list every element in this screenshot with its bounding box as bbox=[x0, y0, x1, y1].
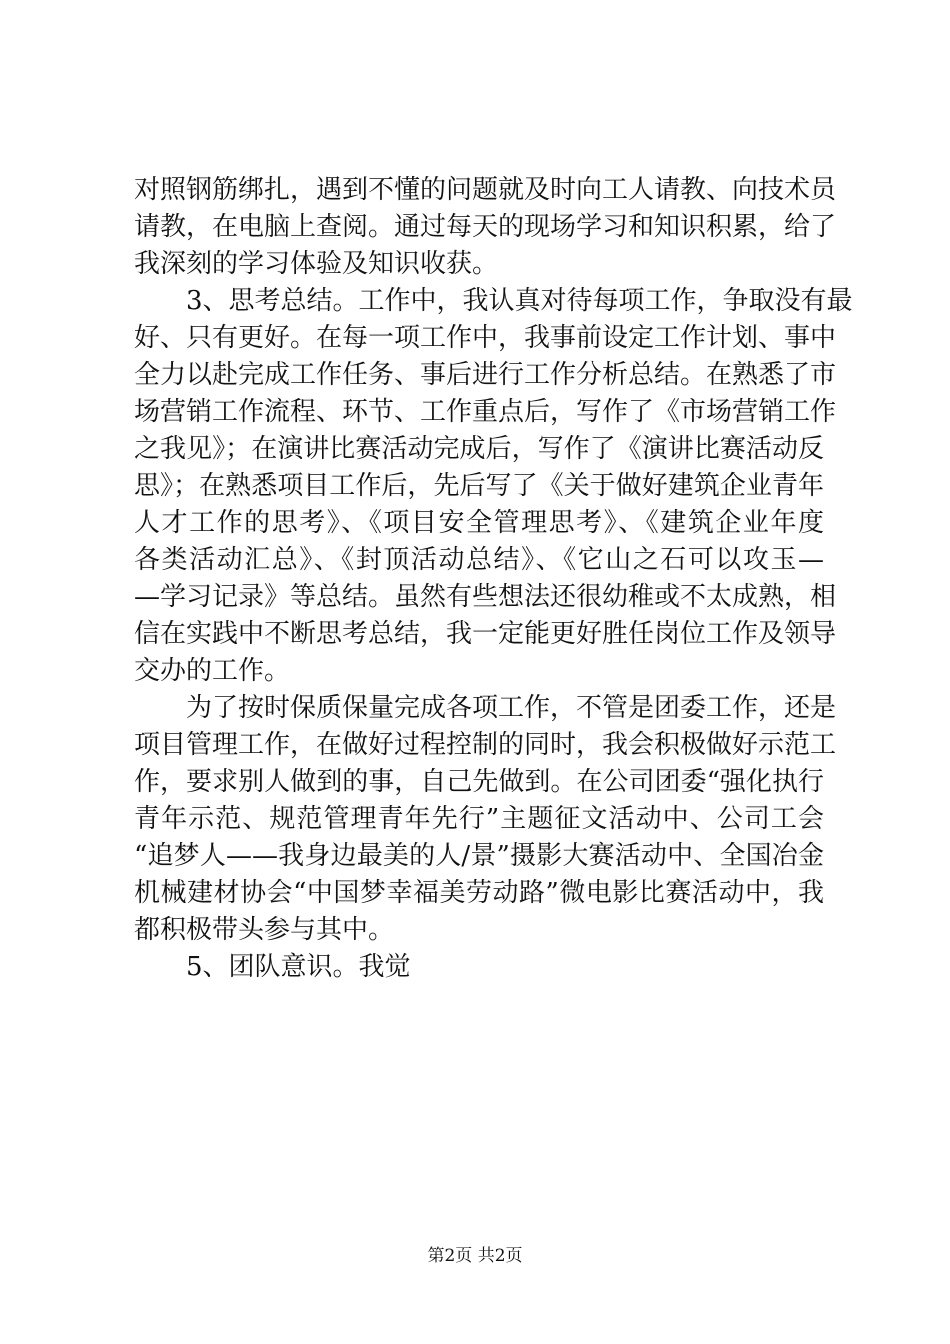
text-line: 我深刻的学习体验及知识收获。 bbox=[134, 249, 499, 279]
text-line: 5、团队意识。我觉 bbox=[186, 952, 411, 982]
text-line: “追梦人——我身边最美的人/景”摄影大赛活动中、全国冶金 bbox=[134, 841, 824, 871]
text-line: 全力以赴完成工作任务、事后进行工作分析总结。在熟悉了市 bbox=[134, 360, 837, 390]
text-line: 交办的工作。 bbox=[134, 656, 291, 686]
text-line: 都积极带头参与其中。 bbox=[134, 915, 395, 945]
text-line: 作，要求别人做到的事，自己先做到。在公司团委“强化执行 bbox=[134, 767, 824, 797]
text-line: 机械建材协会“中国梦幸福美劳动路”微电影比赛活动中，我 bbox=[134, 878, 824, 908]
text-line: 好、只有更好。在每一项工作中，我事前设定工作计划、事中 bbox=[134, 323, 837, 353]
text-line: 3、思考总结。工作中，我认真对待每项工作，争取没有最 bbox=[186, 286, 853, 316]
text-line: 对照钢筋绑扎，遇到不懂的问题就及时向工人请教、向技术员 bbox=[134, 175, 837, 205]
text-line: 为了按时保质保量完成各项工作，不管是团委工作，还是 bbox=[186, 693, 837, 723]
text-line: 人才工作的思考》、《项目安全管理思考》、《建筑企业年度 bbox=[134, 508, 824, 538]
text-line: 各类活动汇总》、《封顶活动总结》、《它山之石可以攻玉— bbox=[134, 545, 824, 575]
text-line: 场营销工作流程、环节、工作重点后，写作了《市场营销工作 bbox=[134, 397, 837, 427]
body-text bbox=[134, 172, 853, 986]
text-line: 之我见》；在演讲比赛活动完成后，写作了《演讲比赛活动反 bbox=[134, 434, 824, 464]
text-line: 项目管理工作，在做好过程控制的同时，我会积极做好示范工 bbox=[134, 730, 837, 760]
text-line: —学习记录》等总结。虽然有些想法还很幼稚或不太成熟，相 bbox=[134, 582, 837, 612]
text-line: 信在实践中不断思考总结，我一定能更好胜任岗位工作及领导 bbox=[134, 619, 837, 649]
text-line: 思》；在熟悉项目工作后，先后写了《关于做好建筑企业青年 bbox=[134, 471, 824, 501]
text-line: 青年示范、规范管理青年先行”主题征文活动中、公司工会 bbox=[134, 804, 824, 834]
text-line: 请教，在电脑上查阅。通过每天的现场学习和知识积累，给了 bbox=[134, 212, 837, 242]
page-number-footer: 第2页 共2页 bbox=[427, 1246, 523, 1266]
